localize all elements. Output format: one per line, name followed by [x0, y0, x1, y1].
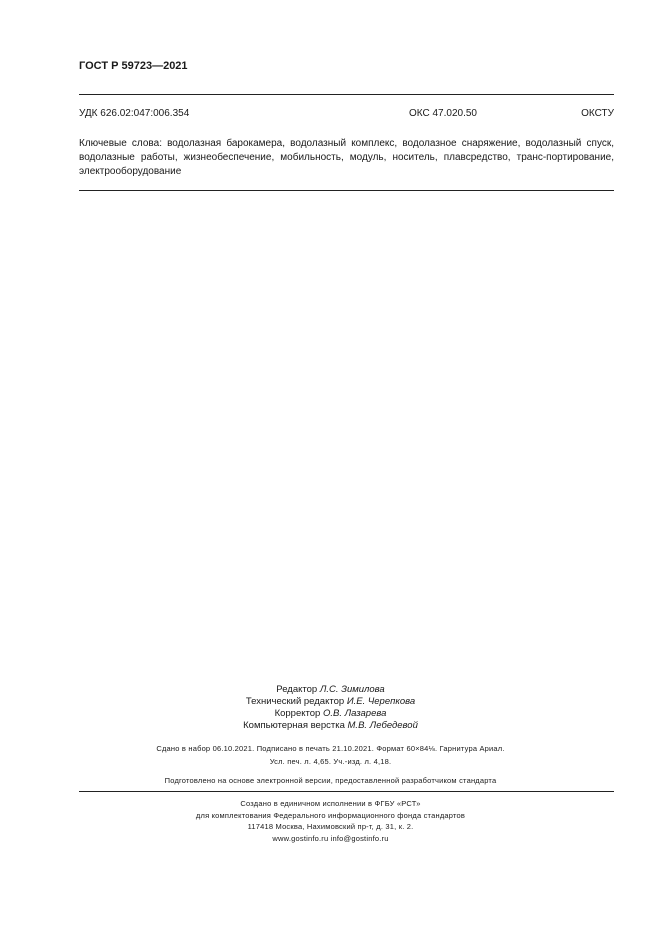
oks-code: ОКС 47.020.50 [409, 108, 477, 119]
tech-editor-line [0, 696, 661, 708]
layout-role: Компьютерная верстка [243, 720, 345, 731]
keywords-divider [79, 190, 614, 191]
editor-role: Редактор [276, 684, 318, 695]
credits-block [0, 684, 661, 732]
tech-editor-role: Технический редактор [245, 696, 345, 707]
publisher-line2: для комплектования Федерального информационного фонда стандартов [195, 810, 466, 820]
print-info-line2: Усл. печ. л. 4,65. Уч.-изд. л. 4,18. [269, 757, 392, 766]
publisher-line3: 117418 Москва, Нахимовский пр-т, д. 31, к. 2. [247, 822, 414, 831]
document-code: ГОСТ Р 59723—2021 [79, 60, 188, 72]
tech-editor-name: И.Е. Черепкова [346, 696, 416, 707]
corrector-role: Корректор [274, 708, 321, 719]
top-divider [79, 94, 614, 95]
keywords-paragraph: Ключевые слова: водолазная барокамера, водолазный комплекс, водолазное снаряжение, водолазный спуск, водолазные работы, жизнеобеспечение, мобильность, модуль, носитель, плавсредство, транс-портирование, электрооборудование [79, 138, 614, 177]
print-info-line1: Сдано в набор 06.10.2021. Подписано в печать 21.10.2021. Формат 60×84⅛. Гарнитура Ариал. [156, 744, 505, 753]
publisher-line1: Создано в единичном исполнении в ФГБУ «РСТ» [240, 799, 421, 808]
publisher-block [0, 798, 661, 844]
corrector-line [0, 708, 661, 720]
prepared-note: Подготовлено на основе электронной версии, предоставленной разработчиком стандарта [164, 776, 497, 785]
bottom-divider [79, 791, 614, 792]
layout-line [0, 720, 661, 732]
print-info-block [0, 742, 661, 768]
layout-name: М.В. Лебедевой [347, 720, 418, 731]
udk-code: УДК 626.02:047:006.354 [79, 108, 190, 119]
corrector-name: О.В. Лазарева [322, 708, 387, 719]
editor-name: Л.С. Зимилова [319, 684, 385, 695]
editor-line [0, 684, 661, 696]
okstu-code: ОКСТУ [581, 108, 614, 119]
publisher-line4: www.gostinfo.ru info@gostinfo.ru [272, 833, 389, 843]
